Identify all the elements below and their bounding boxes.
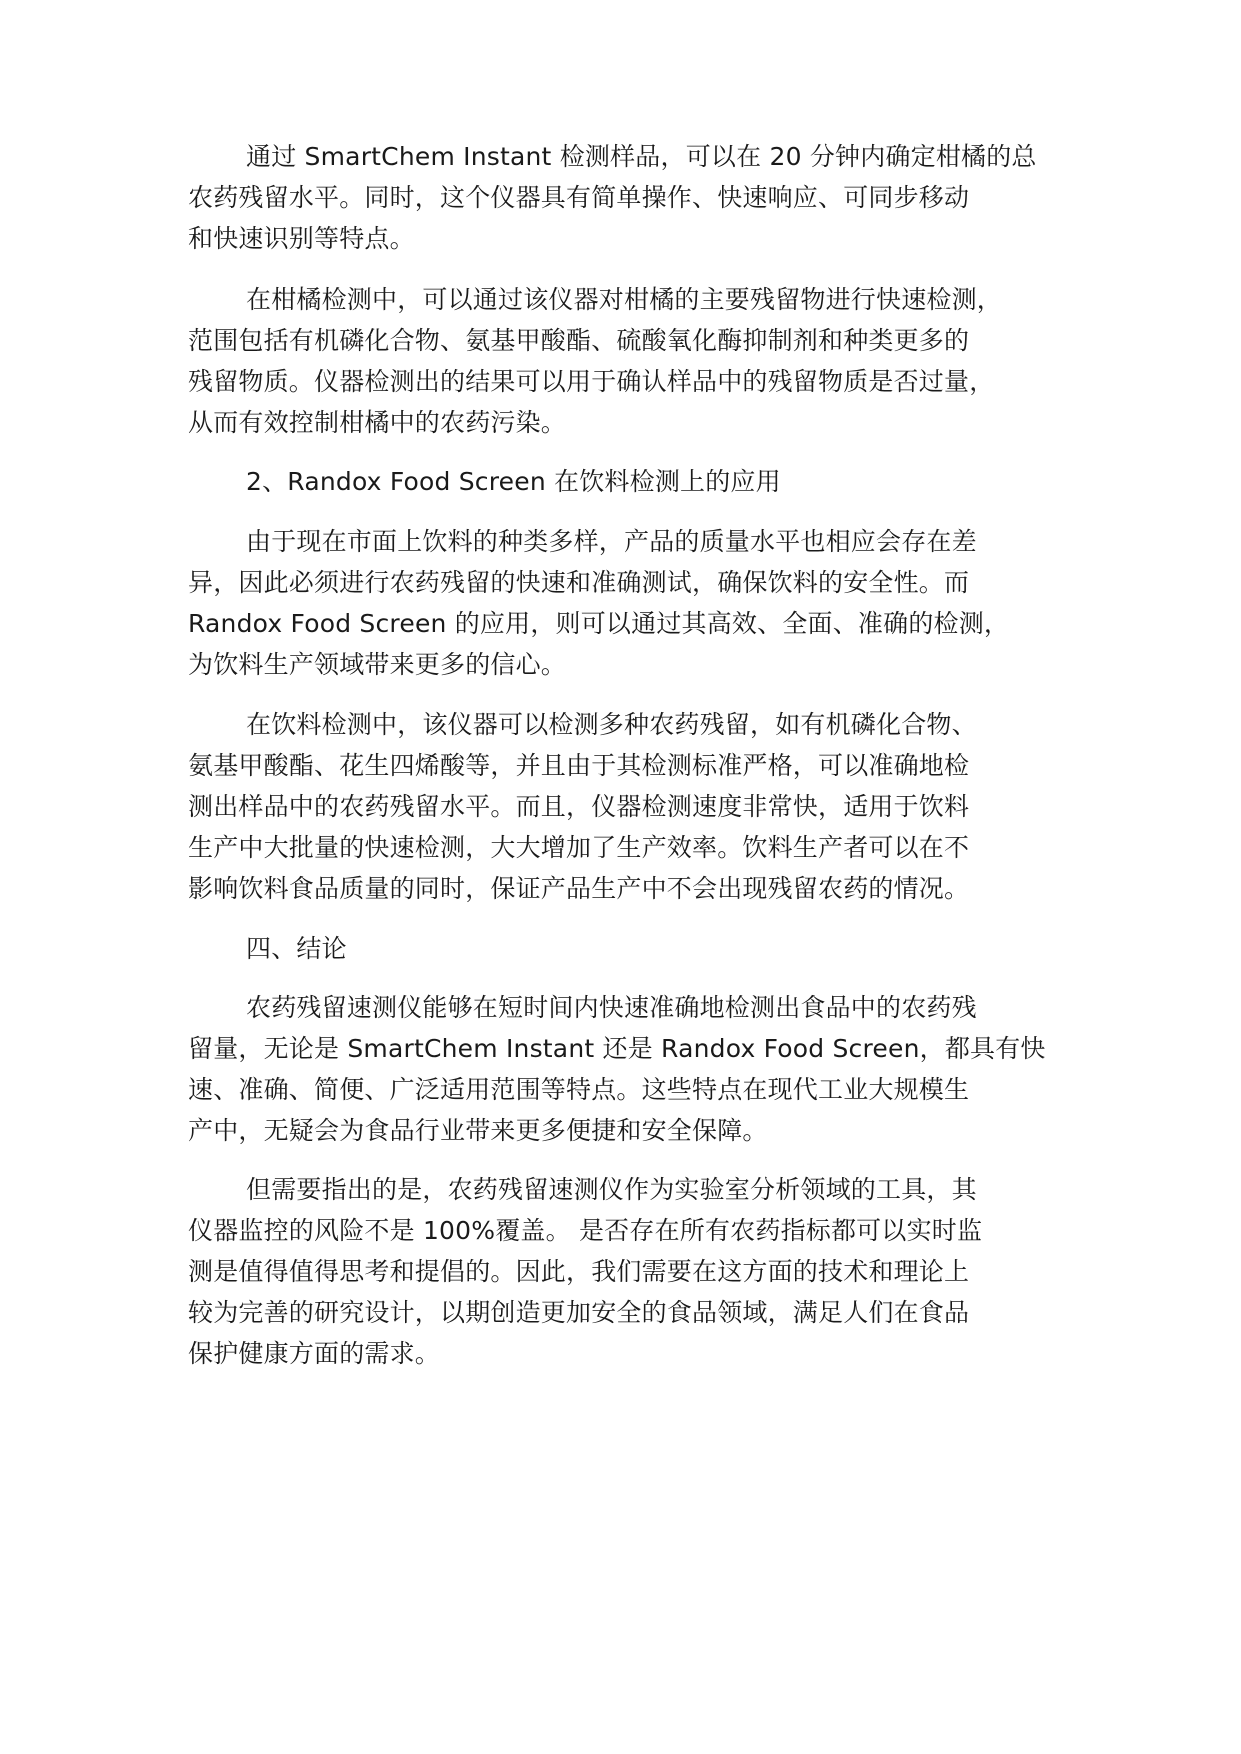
paragraph-line: 由于现在市面上饮料的种类多样，产品的质量水平也相应会存在差	[246, 527, 977, 556]
paragraph-line: 残留物质。仪器检测出的结果可以用于确认样品中的残留物质是否过量，	[188, 367, 995, 396]
paragraph-line: 异，因此必须进行农药残留的快速和准确测试，确保饮料的安全性。而	[188, 568, 970, 597]
paragraph-line: 通过 SmartChem Instant 检测样品，可以在 20 分钟内确定柑橘的总	[246, 142, 1037, 171]
paragraph-line: 测出样品中的农药残留水平。而且，仪器检测速度非常快，适用于饮料	[188, 792, 970, 821]
paragraph-line: 但需要指出的是，农药残留速测仪作为实验室分析领域的工具，其	[246, 1175, 977, 1204]
paragraph-line: 和快速识别等特点。	[188, 224, 415, 253]
paragraph-line: 仪器监控的风险不是 100%覆盖。 是否存在所有农药指标都可以实时监	[188, 1216, 983, 1245]
paragraph-line: 较为完善的研究设计，以期创造更加安全的食品领域，满足人们在食品	[188, 1298, 970, 1327]
paragraph-line: 农药残留水平。同时，这个仪器具有简单操作、快速响应、可同步移动	[188, 183, 970, 212]
paragraph-line: 范围包括有机磷化合物、氨基甲酸酯、硫酸氧化酶抑制剂和种类更多的	[188, 326, 970, 355]
paragraph-line: 测是值得值得思考和提倡的。因此，我们需要在这方面的技术和理论上	[188, 1257, 970, 1286]
paragraph-line: 保护健康方面的需求。	[188, 1339, 441, 1368]
paragraph-line: 农药残留速测仪能够在短时间内快速准确地检测出食品中的农药残	[246, 993, 977, 1022]
paragraph-line: 氨基甲酸酯、花生四烯酸等，并且由于其检测标准严格，可以准确地检	[188, 751, 970, 780]
paragraph-line: 产中，无疑会为食品行业带来更多便捷和安全保障。	[188, 1116, 768, 1145]
paragraph-line: 在饮料检测中，该仪器可以检测多种农药残留，如有机磷化合物、	[246, 710, 977, 739]
paragraph-line: 速、准确、简便、广泛适用范围等特点。这些特点在现代工业大规模生	[188, 1075, 970, 1104]
paragraph-line: Randox Food Screen 的应用，则可以通过其高效、全面、准确的检测，	[188, 609, 1010, 638]
paragraph-line: 在柑橘检测中，可以通过该仪器对柑橘的主要残留物进行快速检测，	[246, 285, 1003, 314]
paragraph-line: 为饮料生产领域带来更多的信心。	[188, 650, 567, 679]
section-heading-randox: 2、Randox Food Screen 在饮料检测上的应用	[246, 467, 781, 496]
section-heading-conclusion: 四、结论	[246, 934, 347, 963]
paragraph-line: 影响饮料食品质量的同时，保证产品生产中不会出现残留农药的情况。	[188, 874, 970, 903]
paragraph-line: 留量，无论是 SmartChem Instant 还是 Randox Food Screen，都具有快	[188, 1034, 1046, 1063]
paragraph-line: 生产中大批量的快速检测，大大增加了生产效率。饮料生产者可以在不	[188, 833, 970, 862]
paragraph-line: 从而有效控制柑橘中的农药污染。	[188, 408, 567, 437]
